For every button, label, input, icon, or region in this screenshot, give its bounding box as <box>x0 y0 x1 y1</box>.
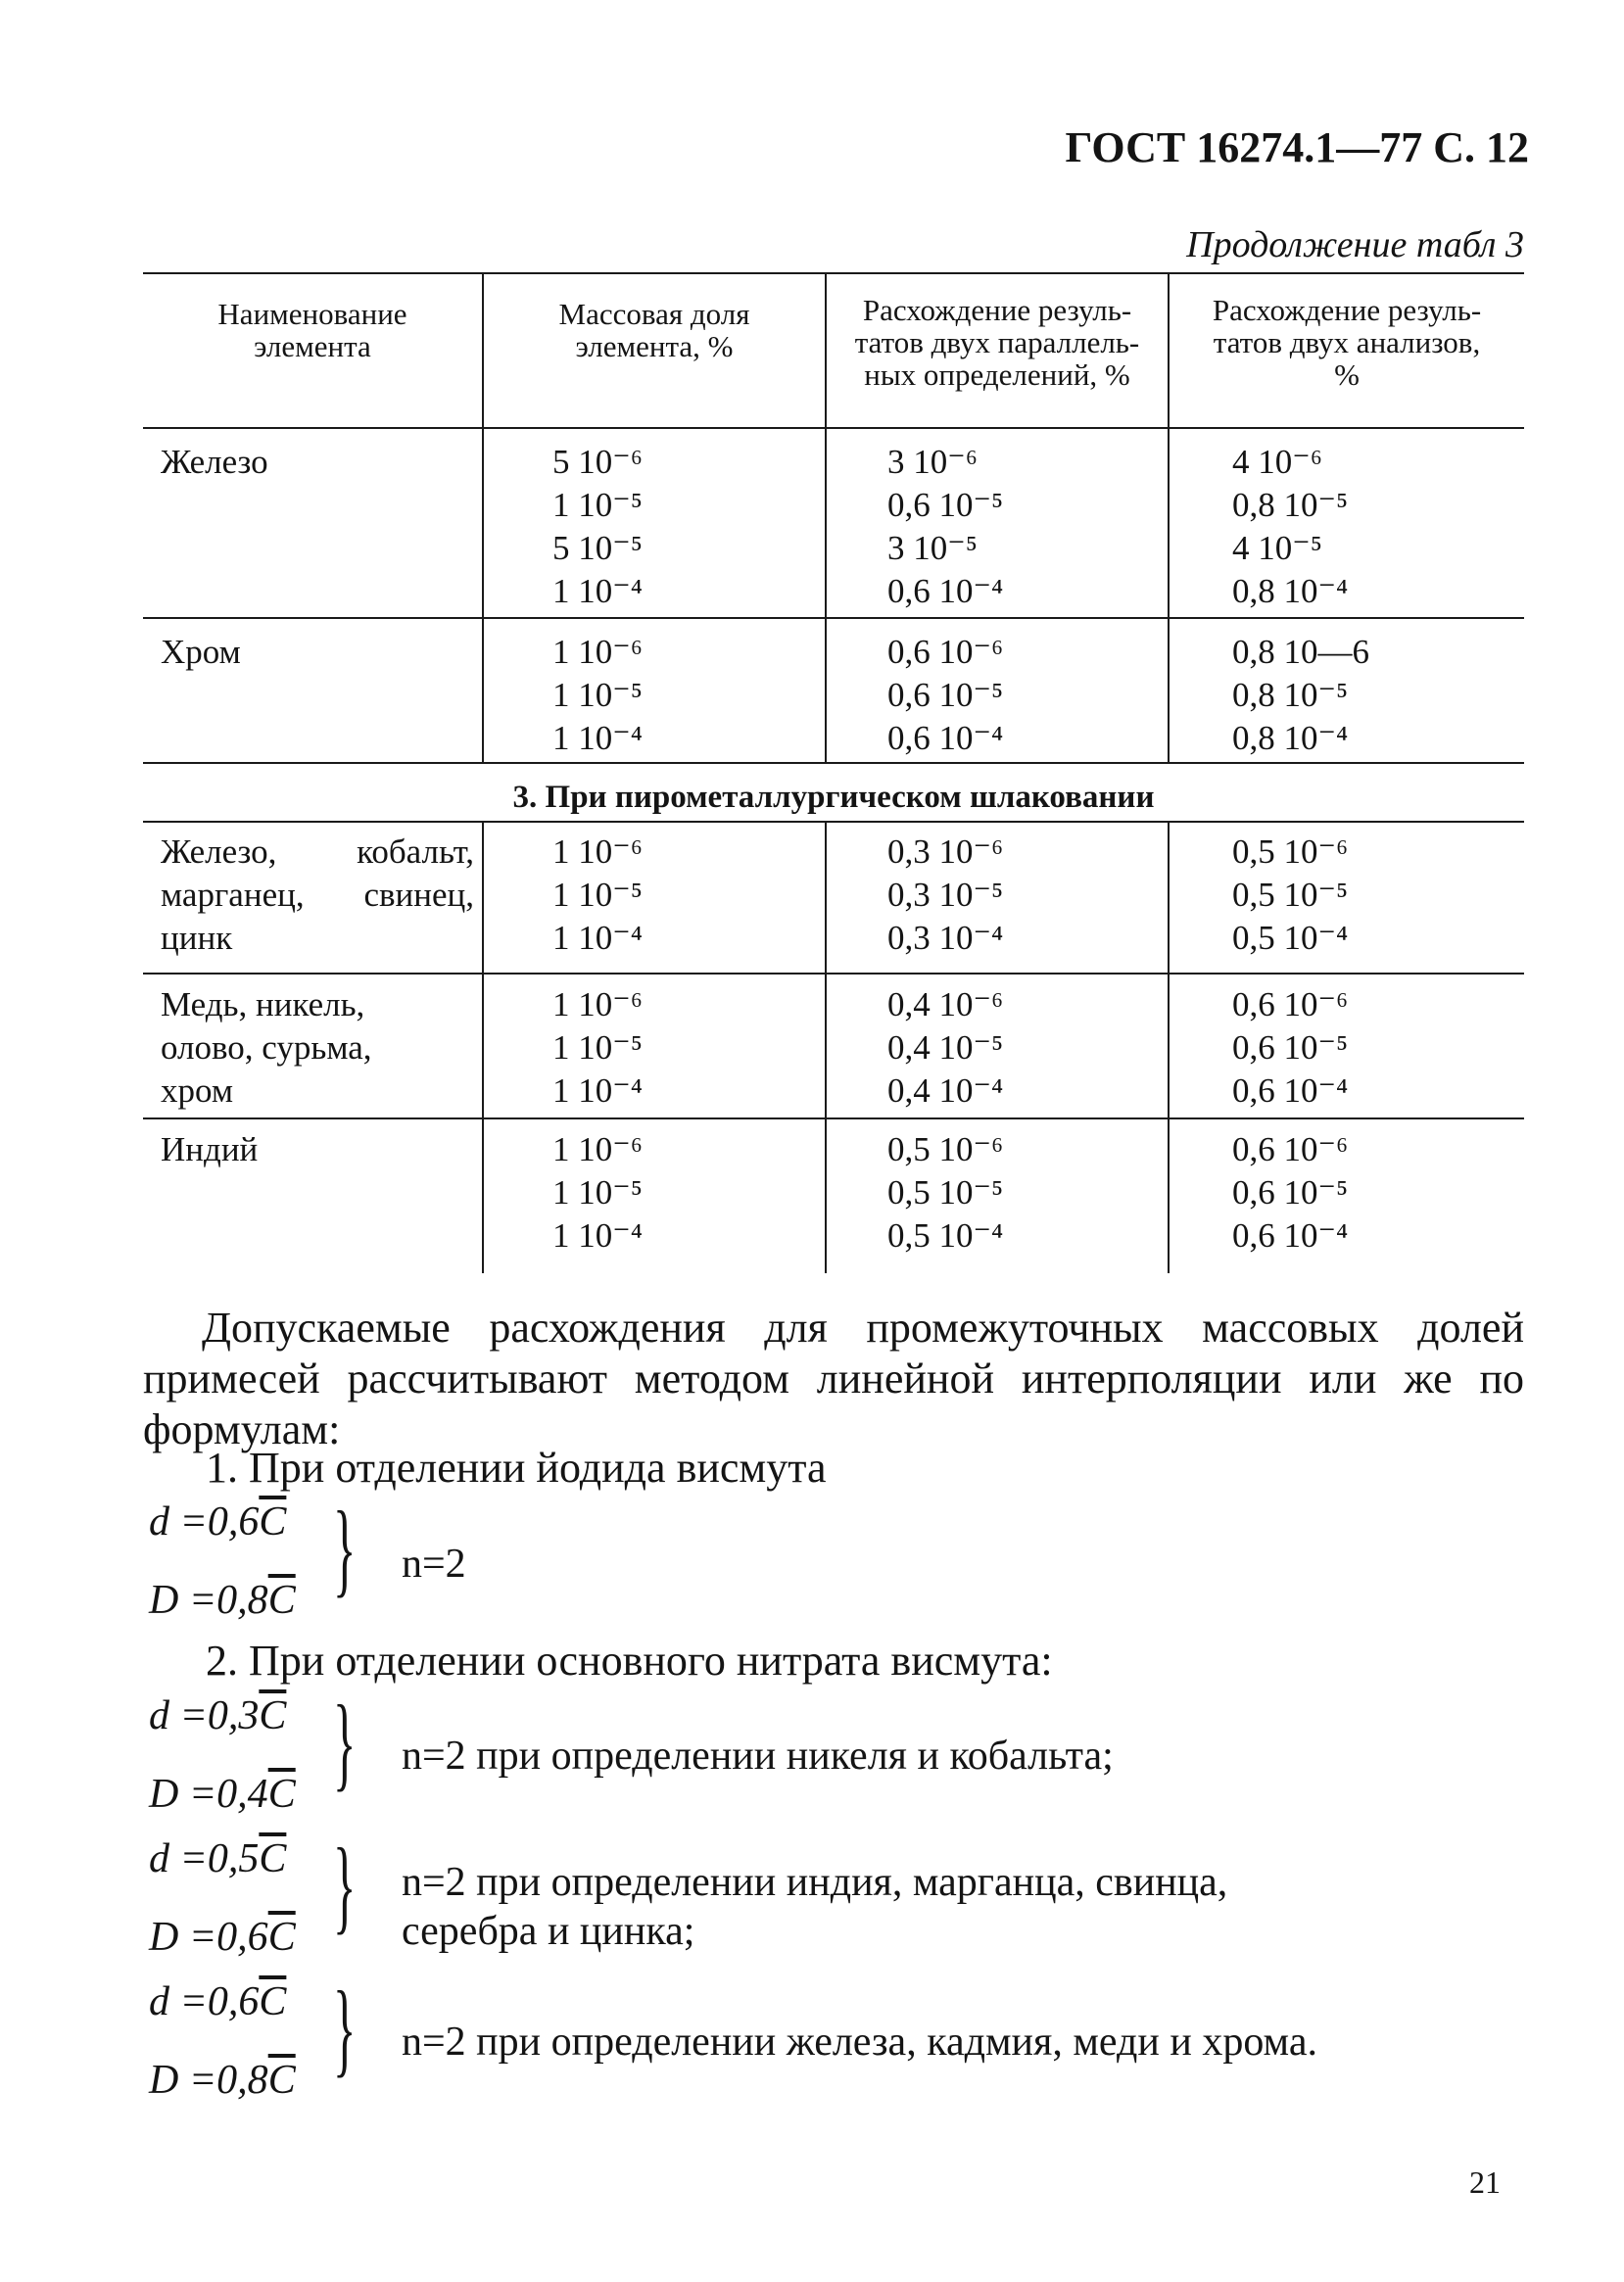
column-header-analysis-discrepancy: Расхождение резуль- татов двух анализов, % <box>1212 293 1482 392</box>
element-name: Индий <box>161 1130 259 1168</box>
mass-fraction-values: 5 10⁻⁶ 1 10⁻⁵ 5 10⁻⁵ 1 10⁻⁴ <box>552 443 643 610</box>
body-paragraph: Допускаемые расхождения для промежуточных массовых долей примесей рассчитывают методом линейной интерполяции или же по формулам: <box>143 1304 1524 1453</box>
element-name: Железо <box>161 443 268 481</box>
mass-fraction-values: 1 10⁻⁶ 1 10⁻⁵ 1 10⁻⁴ <box>552 985 643 1110</box>
formula-condition: n=2 <box>402 1542 466 1587</box>
section-title: 3. При пирометаллургическом шлаковании <box>512 780 1155 815</box>
formula-D: $D =0,6\overline{C}$ <box>149 1915 296 1960</box>
analysis-discrepancy-values: 0,6 10⁻⁶ 0,6 10⁻⁵ 0,6 10⁻⁴ <box>1232 985 1349 1110</box>
column-header-mass-fraction: Массовая доля элемента, % <box>558 297 750 363</box>
column-header-element: Наименование элемента <box>217 297 407 363</box>
column-header-parallel-discrepancy: Расхождение резуль- татов двух параллель- ных определений, % <box>854 293 1140 392</box>
analysis-discrepancy-values: 0,8 10—6 0,8 10⁻⁵ 0,8 10⁻⁴ <box>1232 633 1369 757</box>
right-brace-icon: } <box>333 1491 357 1607</box>
analysis-discrepancy-values: 0,5 10⁻⁶ 0,5 10⁻⁵ 0,5 10⁻⁴ <box>1232 832 1349 957</box>
right-brace-icon: } <box>333 1828 357 1944</box>
analysis-discrepancy-values: 0,6 10⁻⁶ 0,6 10⁻⁵ 0,6 10⁻⁴ <box>1232 1130 1349 1255</box>
formula-d: $d =0,3\overline{C}$ <box>149 1693 287 1738</box>
tolerance-table <box>143 272 1524 1273</box>
formula-d: $d =0,6\overline{C}$ <box>149 1979 287 2024</box>
formula-d: $d =0,6\overline{C}$ <box>149 1499 287 1545</box>
element-name: Железо, кобальт, марганец, свинец, цинк <box>161 832 474 957</box>
formula-D: $D =0,4\overline{C}$ <box>149 1772 296 1817</box>
table-continuation-note: Продолжение табл 3 <box>1186 224 1524 265</box>
item-1-heading: 1. При отделении йодида висмута <box>206 1444 827 1492</box>
item-2-heading: 2. При отделении основного нитрата висмута: <box>206 1637 1053 1685</box>
parallel-discrepancy-values: 0,5 10⁻⁶ 0,5 10⁻⁵ 0,5 10⁻⁴ <box>887 1130 1004 1255</box>
formula-condition: n=2 при определении железа, кадмия, меди и хрома. <box>402 2020 1317 2065</box>
element-name: Медь, никель, олово, сурьма, хром <box>161 985 372 1110</box>
formula-D: $D =0,8\overline{C}$ <box>149 1578 296 1623</box>
mass-fraction-values: 1 10⁻⁶ 1 10⁻⁵ 1 10⁻⁴ <box>552 832 643 957</box>
formula-D: $D =0,8\overline{C}$ <box>149 2058 296 2103</box>
document-header: ГОСТ 16274.1—77 С. 12 <box>1065 123 1529 171</box>
parallel-discrepancy-values: 0,4 10⁻⁶ 0,4 10⁻⁵ 0,4 10⁻⁴ <box>887 985 1004 1110</box>
formula-d: $d =0,5\overline{C}$ <box>149 1836 287 1881</box>
mass-fraction-values: 1 10⁻⁶ 1 10⁻⁵ 1 10⁻⁴ <box>552 1130 643 1255</box>
parallel-discrepancy-values: 0,6 10⁻⁶ 0,6 10⁻⁵ 0,6 10⁻⁴ <box>887 633 1004 757</box>
analysis-discrepancy-values: 4 10⁻⁶ 0,8 10⁻⁵ 4 10⁻⁵ 0,8 10⁻⁴ <box>1232 443 1349 610</box>
formula-condition: n=2 при определении индия, марганца, свинца, серебра и цинка; <box>402 1860 1228 1954</box>
parallel-discrepancy-values: 0,3 10⁻⁶ 0,3 10⁻⁵ 0,3 10⁻⁴ <box>887 832 1004 957</box>
page-number: 21 <box>1469 2164 1501 2200</box>
element-name: Хром <box>161 633 241 671</box>
right-brace-icon: } <box>333 1971 357 2087</box>
formula-condition: n=2 при определении никеля и кобальта; <box>402 1734 1114 1779</box>
mass-fraction-values: 1 10⁻⁶ 1 10⁻⁵ 1 10⁻⁴ <box>552 633 643 757</box>
right-brace-icon: } <box>333 1685 357 1801</box>
parallel-discrepancy-values: 3 10⁻⁶ 0,6 10⁻⁵ 3 10⁻⁵ 0,6 10⁻⁴ <box>887 443 1004 610</box>
